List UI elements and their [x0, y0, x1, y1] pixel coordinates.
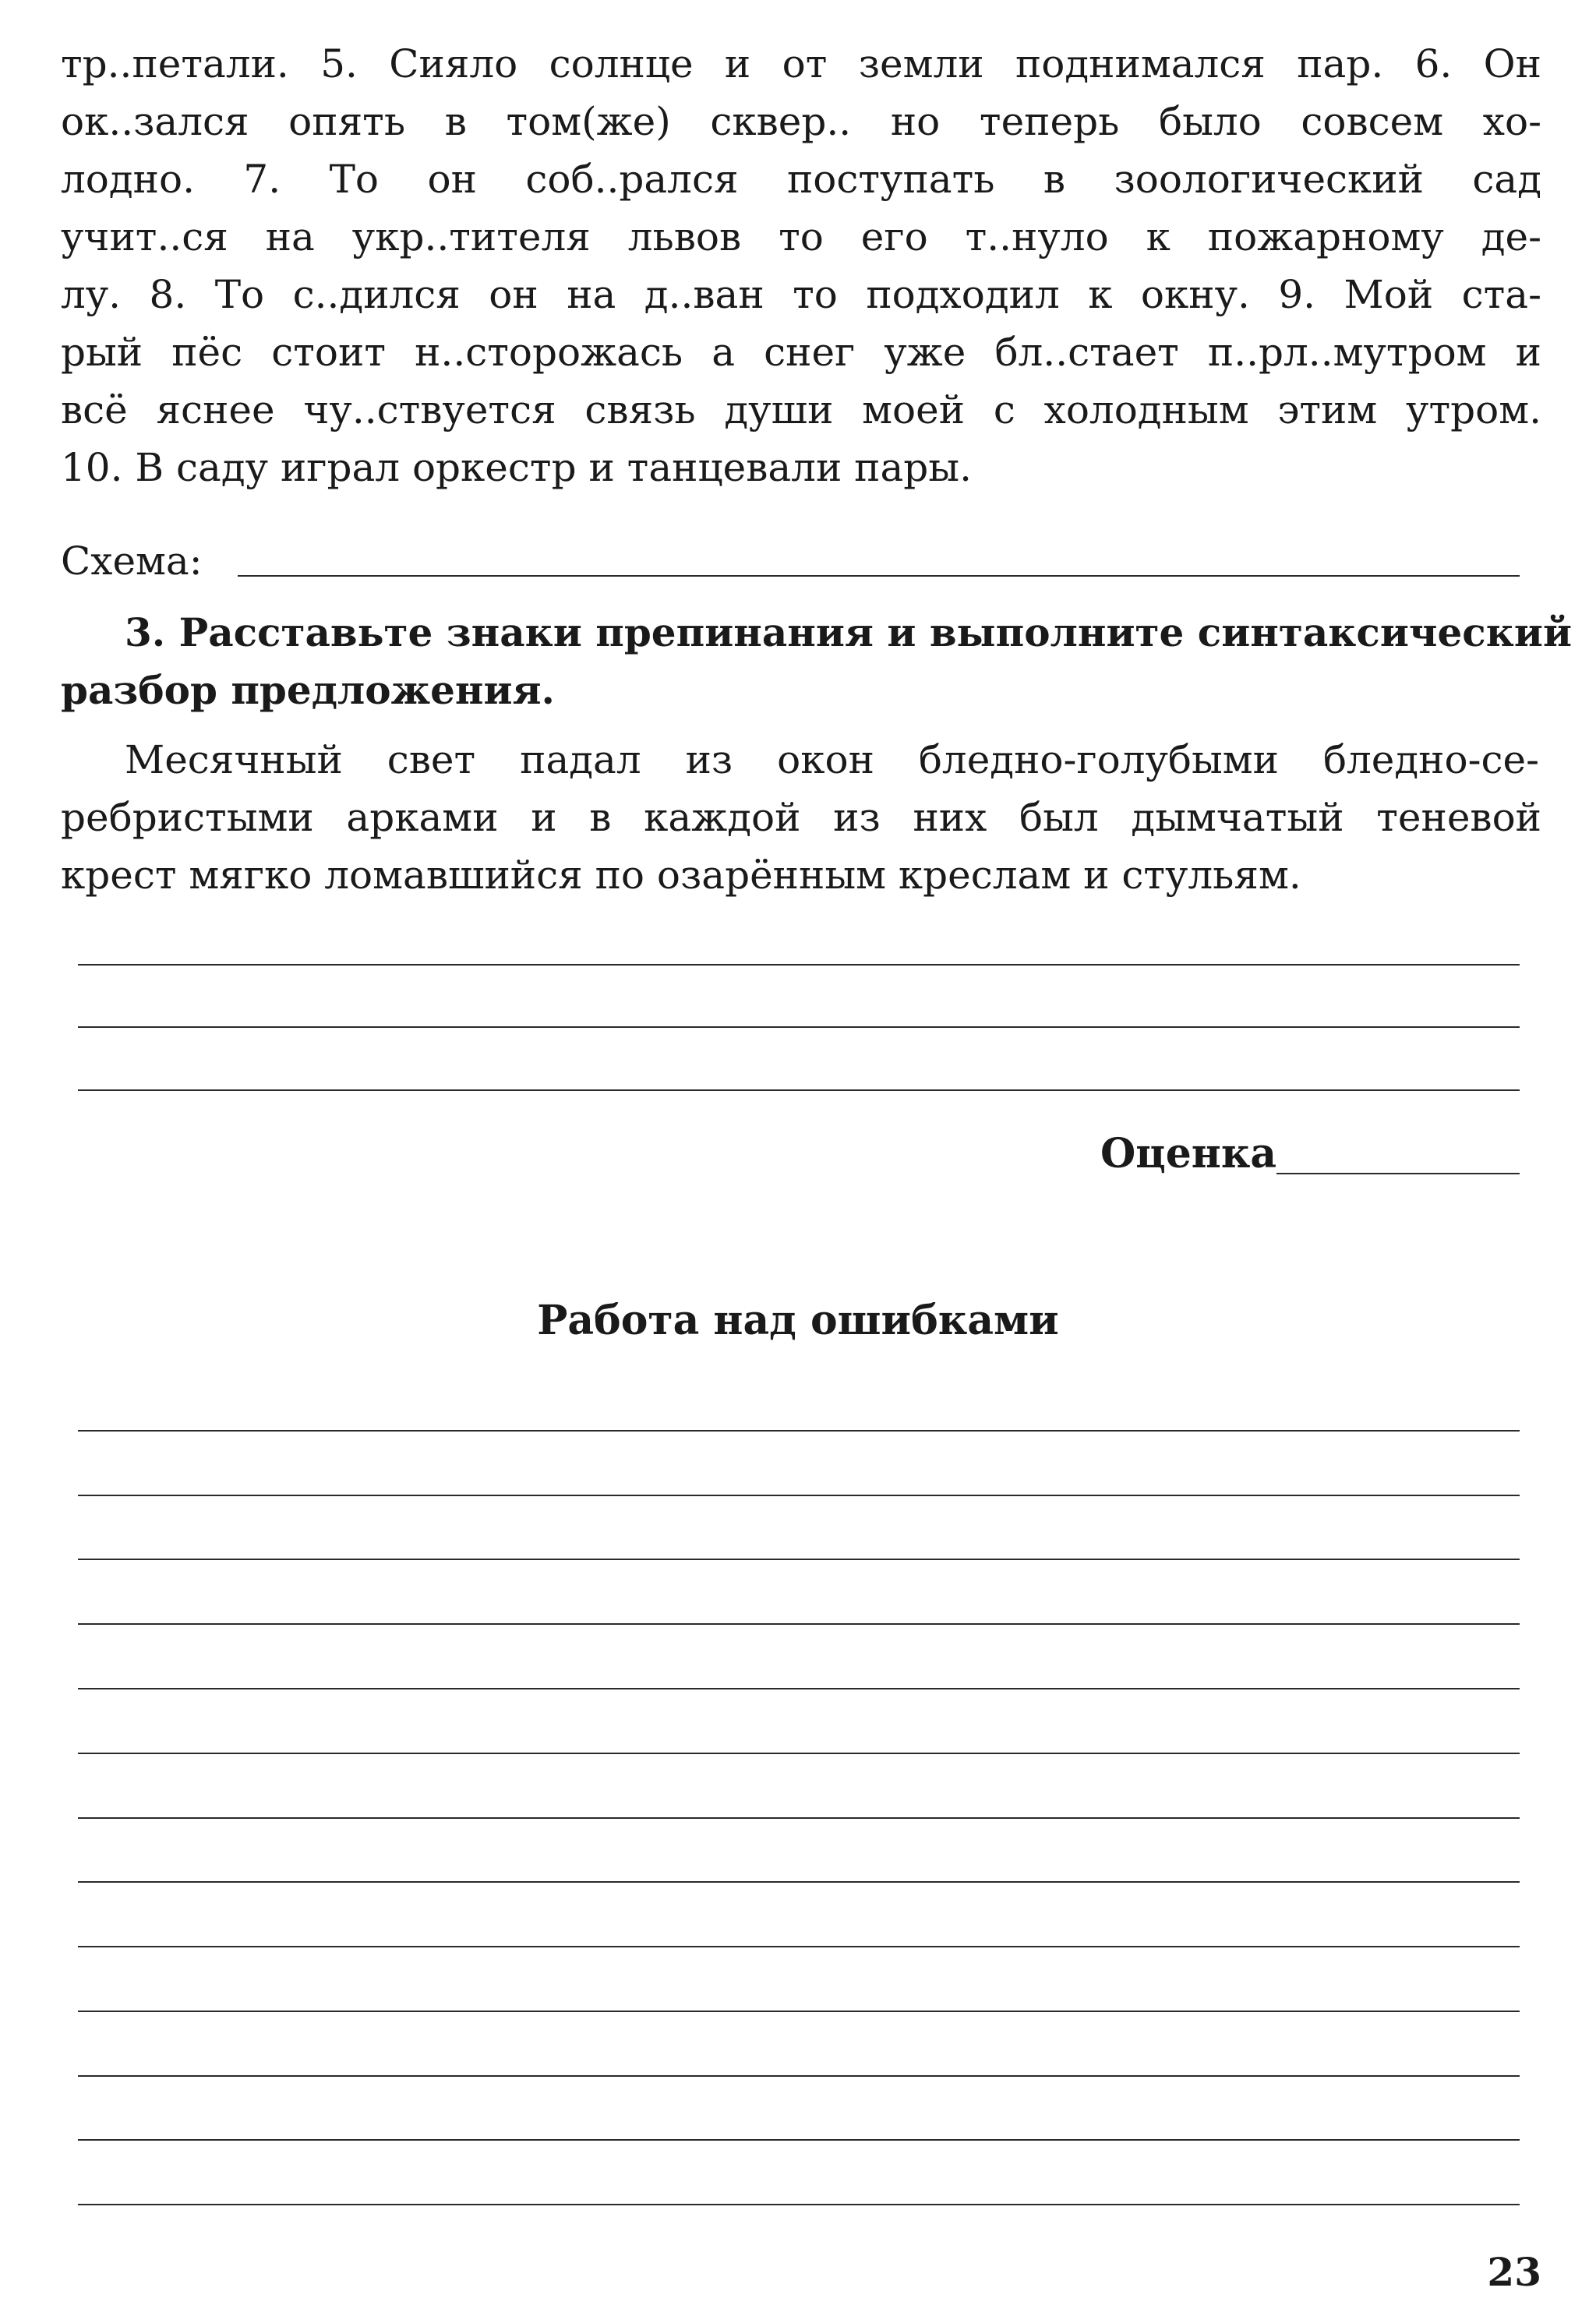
error-work-line[interactable]	[78, 2139, 1520, 2141]
error-work-line[interactable]	[78, 2204, 1520, 2205]
error-work-line[interactable]	[78, 1817, 1520, 1819]
exercise2-line-6: рый пёс стоит н..сторожась а снег уже бл..стает п..рл..мутром и	[61, 330, 1541, 375]
exercise3-sentence-line-2: ребристыми арками и в каждой из них был дымчатый теневой	[61, 795, 1541, 840]
exercise2-line-8: 10. В саду играл оркестр и танцевали пары.	[61, 445, 972, 490]
exercise2-line-5: лу. 8. То с..дился он на д..ван то подходил к окну. 9. Мой ста-	[61, 272, 1541, 317]
error-work-line[interactable]	[78, 1881, 1520, 1883]
error-work-title: Работа над ошибками	[537, 1297, 1059, 1344]
schema-label: Схема:	[61, 538, 203, 584]
exercise3-task-line-1: 3. Расставьте знаки препинания и выполните синтаксический	[125, 609, 1573, 655]
error-work-line[interactable]	[78, 2075, 1520, 2077]
exercise2-line-1: тр..петали. 5. Сияло солнце и от земли поднимался пар. 6. Он	[61, 41, 1541, 86]
answer-line[interactable]	[78, 1089, 1520, 1091]
exercise2-line-7: всё яснее чу..ствуется связь души моей с холодным этим утром.	[61, 387, 1541, 432]
error-work-line[interactable]	[78, 1753, 1520, 1754]
exercise2-line-3: лодно. 7. То он соб..рался поступать в зоологический сад	[61, 157, 1541, 202]
exercise3-task-line-2: разбор предложения.	[61, 667, 555, 713]
answer-line[interactable]	[78, 1026, 1520, 1028]
error-work-line[interactable]	[78, 1623, 1520, 1625]
answer-line[interactable]	[78, 964, 1520, 966]
schema-answer-line[interactable]	[238, 575, 1520, 577]
grade-answer-line[interactable]	[1276, 1173, 1520, 1174]
page-number: 23	[1487, 2249, 1541, 2295]
exercise3-sentence-line-3: крест мягко ломавшийся по озарённым креслам и стульям.	[61, 853, 1301, 898]
exercise2-line-2: ок..зался опять в том(же) сквер.. но теперь было совсем хо-	[61, 99, 1541, 144]
error-work-line[interactable]	[78, 1688, 1520, 1689]
exercise3-sentence-line-1: Месячный свет падал из окон бледно-голубыми бледно-се-	[125, 737, 1539, 782]
error-work-line[interactable]	[78, 1430, 1520, 1432]
error-work-line[interactable]	[78, 2011, 1520, 2012]
exercise2-line-4: учит..ся на укр..тителя львов то его т..нуло к пожарному де-	[61, 214, 1541, 259]
error-work-line[interactable]	[78, 1559, 1520, 1560]
error-work-line[interactable]	[78, 1495, 1520, 1496]
error-work-line[interactable]	[78, 1946, 1520, 1947]
grade-label: Оценка	[1100, 1130, 1277, 1177]
